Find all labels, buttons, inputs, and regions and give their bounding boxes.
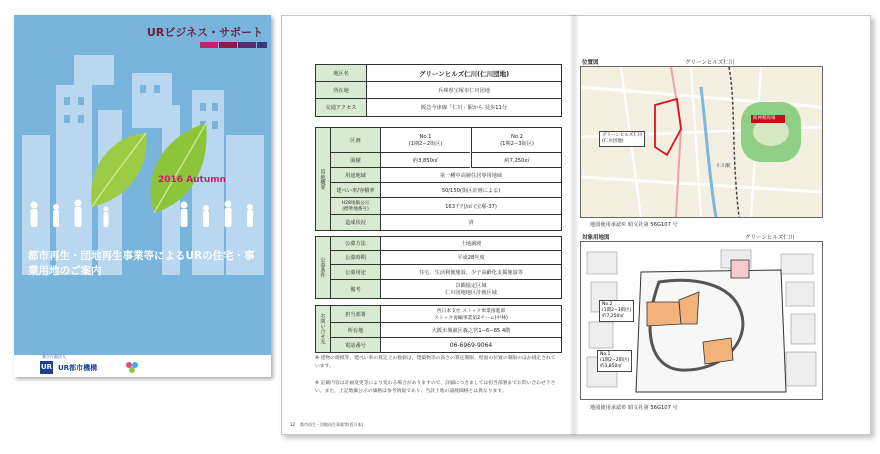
name-label: 地区名 <box>316 65 367 82</box>
brand-tab <box>219 42 237 48</box>
zoning-label: 用途地域 <box>331 168 381 183</box>
site-no1-label: No.1 (1期2−2街区) 約3,850㎡ <box>597 350 632 372</box>
status-label: 造成状況 <box>331 215 381 230</box>
property-location: 兵庫県宝塚市仁川団地 <box>367 82 561 99</box>
notes-label: 備考 <box>331 280 381 298</box>
page-fold <box>569 15 579 435</box>
contact-table <box>315 305 562 353</box>
org-tagline: 独立行政法人 <box>42 354 66 359</box>
brand-tab <box>238 42 256 48</box>
offering-section-label: 公募条件 <box>316 237 331 298</box>
tel-label: 電話番号 <box>331 338 381 352</box>
site-map[interactable] <box>580 241 823 400</box>
property-name: グリーンヒルズ仁川(仁川団地) <box>367 65 561 82</box>
dept-value: 西日本支社 ストック事業推進部 ストック再編事業第2チーム(中林) <box>381 306 561 323</box>
station-label: 仁川駅 <box>717 164 731 169</box>
brochure-cover[interactable] <box>14 15 271 377</box>
zone-label: 区画 <box>331 128 381 153</box>
org-name: UR都市機構 <box>58 364 98 372</box>
notes-value: 景観協定区域 仁川団地地区計画区域 <box>445 283 497 296</box>
cover-headline: 都市再生・団地再生事業等によるURの住宅・事業用地のご案内 <box>28 250 255 277</box>
address-value: 大阪市城東区森之宮1−6−85 4階 <box>381 323 561 338</box>
site-label: グリーンヒルズ仁川 (仁川団地) <box>599 131 645 147</box>
zone-no2: No.2 (1期2−3街区) <box>471 128 562 153</box>
area-label: 面積 <box>331 153 381 168</box>
period-label: 公募時期 <box>331 251 381 265</box>
zoning-value: 第一種中高層住居専用地域 <box>381 168 561 183</box>
contact-section-label: お問い合せ先 <box>316 306 331 352</box>
purpose-label: 公募用途 <box>331 265 381 280</box>
method-value: 土地譲渡 <box>381 237 561 251</box>
offering-table <box>315 236 562 299</box>
window <box>140 85 146 93</box>
area-no1: 約3,850㎡ <box>381 153 470 168</box>
area-no2: 約7,250㎡ <box>471 153 562 168</box>
period-value: 平成28年度 <box>381 251 561 265</box>
window <box>64 115 70 123</box>
site-map-subtitle: グリーンヒルズ仁川 <box>745 235 795 241</box>
window <box>64 97 70 105</box>
purpose-value: 住宅、生活利便施設、少子高齢化支援施設等 <box>381 265 561 280</box>
page-footer: 都市再生・団地再生事業等(西日本) <box>300 422 364 427</box>
address-label: 所在地 <box>331 323 381 338</box>
price-label: H28地価公示 (標準地番号) <box>331 198 381 215</box>
season-label: 2016 Autumn <box>158 175 227 185</box>
window <box>154 85 160 93</box>
dept-label: 担当部署 <box>331 306 381 323</box>
site-map-heading: 対象用地図 <box>582 235 610 241</box>
window <box>200 103 206 111</box>
tel-value: 06-6969-9064 <box>449 341 493 349</box>
window <box>212 103 218 111</box>
skyline-building <box>74 55 114 85</box>
brand-tab <box>257 42 267 48</box>
people-silhouettes <box>14 195 271 235</box>
land-outline-table <box>315 127 562 231</box>
note-2: ※ 記載内容は計画変更等により変わる場合がありますので、詳細につきましては担当部署までお問い合わせ下さい。また、上記地価公示の価格は参考情報であり、当該土地の譲渡価格とは異なります。 <box>315 381 556 394</box>
site-map-caption: 地図使用承認© 昭文社第 56G107 号 <box>590 405 678 411</box>
racetrack-label: 阪神競馬場 <box>753 116 776 121</box>
method-label: 公募方法 <box>331 237 381 251</box>
location-map[interactable] <box>580 66 823 218</box>
zone-no1: No.1 (1期2−2街区) <box>381 128 470 153</box>
page-number: 12 <box>290 422 296 427</box>
brand-title: URビジネス・サポート <box>146 26 263 39</box>
window <box>78 97 84 105</box>
location-map-caption: 地図使用承認© 昭文社第 56G107 号 <box>590 222 678 228</box>
location-map-subtitle: グリーンヒルズ仁川 <box>685 60 735 66</box>
price-value: 163千円/㎡ (宝塚-37) <box>381 198 561 215</box>
ur-logo-icon: UR <box>40 361 53 374</box>
brand-tab <box>200 42 218 48</box>
property-info-table <box>315 64 562 117</box>
access-label: 交通アクセス <box>316 99 367 116</box>
location-label: 所在地 <box>316 82 367 99</box>
site-no2-label: No.2 (1期2−3街区) 約7,250㎡ <box>599 300 634 322</box>
property-access: 阪急今津線「仁川」駅から 徒歩11分 <box>420 105 508 111</box>
ratio-label: 建ぺい率/容積率 <box>331 183 381 198</box>
land-section-label: 用地概要 <box>316 128 331 230</box>
ratio-value: 50/150(街区計画による) <box>381 183 561 198</box>
location-map-heading: 位置図 <box>582 60 599 66</box>
sub-logo-icon <box>124 359 140 375</box>
status-value: 済 <box>468 220 474 226</box>
note-1: ※ 建物の規模等、建ぺい率の算定上の数値は、建築物等の高さの算定制限、壁面の位置の制限のほか規定されています。 <box>315 356 556 369</box>
